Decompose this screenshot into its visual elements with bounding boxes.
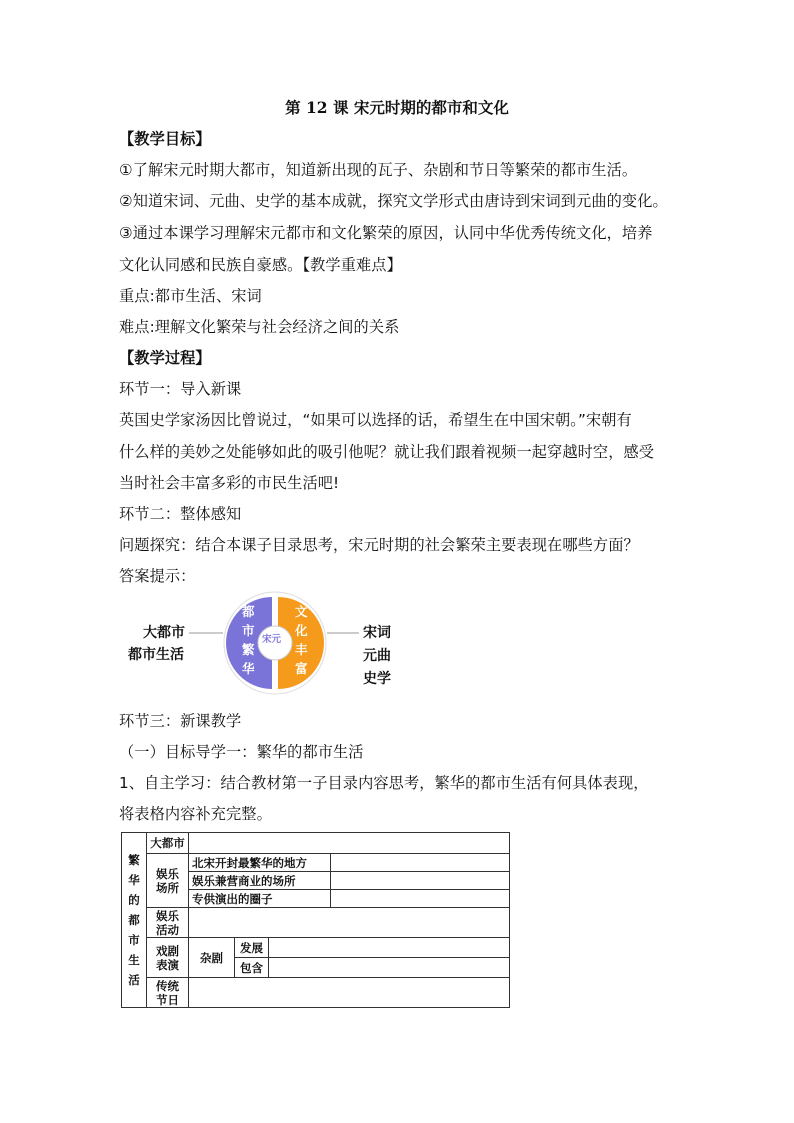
objectives-heading: 【教学目标】 <box>119 130 211 148</box>
right-label-2: 元曲 <box>363 648 391 664</box>
intro-line-3: 当时社会丰富多彩的市民生活吧! <box>119 474 340 492</box>
venue-label: 娱乐 场所 <box>147 854 189 908</box>
venue-answer-1[interactable] <box>331 854 510 872</box>
intro-line-1: 英国史学家汤因比曾说过，“如果可以选择的话，希望生在中国宋朝。”宋朝有 <box>119 411 632 429</box>
activity-label: 娱乐 活动 <box>147 908 189 938</box>
activity-answer-cell[interactable] <box>189 908 510 938</box>
objective-2: ②知道宋词、元曲、史学的基本成就，探究文学形式由唐诗到宋词到元曲的变化。 <box>119 192 668 210</box>
difficulty: 难点:理解文化繁荣与社会经济之间的关系 <box>119 318 400 336</box>
step-2: 环节二：整体感知 <box>119 505 242 523</box>
question: 问题探究：结合本课子目录思考，宋元时期的社会繁荣主要表现在哪些方面？ <box>119 536 639 554</box>
right-label-1: 宋词 <box>363 625 391 641</box>
center-label: 宋元 <box>262 634 282 645</box>
venue-answer-3[interactable] <box>331 890 510 908</box>
zaju-label: 杂剧 <box>189 938 235 978</box>
diagram-left-label-1: 大都市 <box>143 625 185 641</box>
answer-hint: 答案提示： <box>119 567 196 585</box>
lesson-title: 第 12 课 宋元时期的都市和文化 <box>285 98 509 117</box>
big-city-answer-cell[interactable] <box>189 833 510 854</box>
left-half-text: 都 市 繁 华 <box>242 604 255 676</box>
big-city-label: 大都市 <box>147 833 189 854</box>
key-point: 重点:都市生活、宋词 <box>119 287 262 305</box>
step-1: 环节一：导入新课 <box>119 380 242 398</box>
venue-answer-2[interactable] <box>331 872 510 890</box>
intro-line-2: 什么样的美妙之处能够如此的吸引他呢？就让我们跟着视频一起穿越时空，感受 <box>119 443 655 461</box>
step-3: 环节三：新课教学 <box>119 712 242 730</box>
table-side-header: 繁 华 的 都 市 生 活 <box>122 833 147 1008</box>
develop-label: 发展 <box>235 938 269 958</box>
right-half-text: 文 化 丰 富 <box>295 604 308 676</box>
develop-answer-cell[interactable] <box>269 938 510 958</box>
process-heading: 【教学过程】 <box>119 349 211 367</box>
song-yuan-diagram <box>119 590 419 700</box>
objective-3b: 文化认同感和民族自豪感。【教学重难点】 <box>119 256 402 274</box>
venue-row-1: 北宋开封最繁华的地方 <box>189 854 331 872</box>
objective-1: ①了解宋元时期大都市，知道新出现的瓦子、杂剧和节日等繁荣的都市生活。 <box>119 161 638 179</box>
include-answer-cell[interactable] <box>269 958 510 978</box>
goal-1: （一）目标导学一：繁华的都市生活 <box>119 743 364 761</box>
drama-label: 戏剧 表演 <box>147 938 189 978</box>
city-life-table <box>121 832 510 1008</box>
objective-3a: ③通过本课学习理解宋元都市和文化繁荣的原因，认同中华优秀传统文化，培养 <box>119 224 653 242</box>
festival-label: 传统 节日 <box>147 978 189 1008</box>
venue-row-2: 娱乐兼营商业的场所 <box>189 872 331 890</box>
task-1-line-2: 将表格内容补充完整。 <box>119 805 272 823</box>
include-label: 包含 <box>235 958 269 978</box>
diagram-left-label-2: 都市生活 <box>128 647 184 663</box>
task-1-line-1: 1、自主学习：结合教材第一子目录内容思考，繁华的都市生活有何具体表现， <box>119 774 649 792</box>
festival-answer-cell[interactable] <box>189 978 510 1008</box>
venue-row-3: 专供演出的圈子 <box>189 890 331 908</box>
right-label-3: 史学 <box>363 671 391 687</box>
